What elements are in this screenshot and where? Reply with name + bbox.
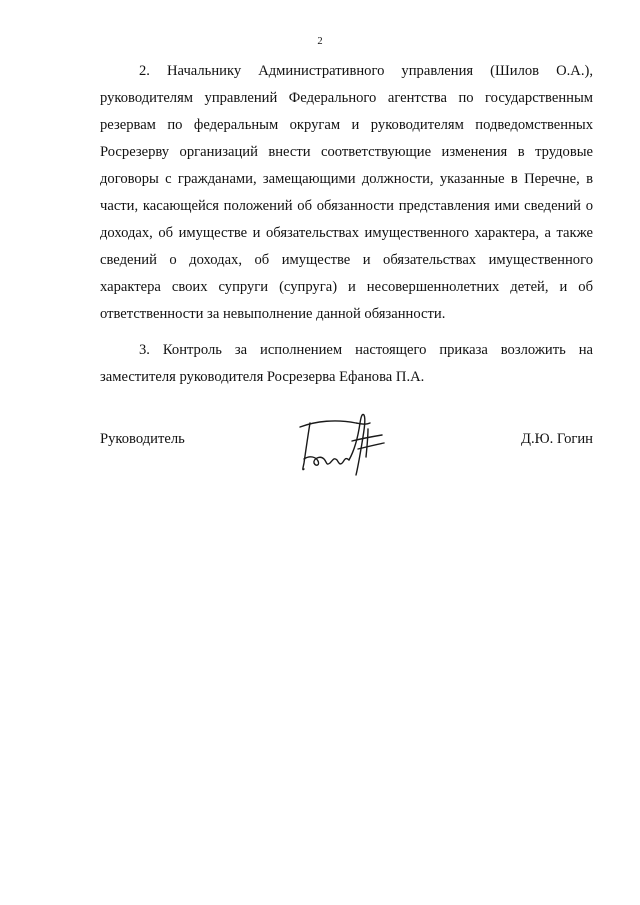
document-body — [100, 58, 593, 391]
paragraph-2: 2. Начальнику Административного управления (Шилов О.А.), руководителям управлений Федерального агентства по государственным резервам по федеральным округам и руководителям подведомственных Росрезерву организаций внести соответствующие изменения в трудовые договоры с гражданами, замещающими должности, указанные в Перечне, в части, касающейся положений об обязанности представления ими сведений о доходах, об имуществе и обязательствах имущественного характера, а также сведений о доходах, об имуществе и обязательствах имущественного характера своих супруги (супруга) и несовершеннолетних детей, и об ответственности за невыполнение данной обязанности. — [100, 63, 593, 322]
paragraph-3: 3. Контроль за исполнением настоящего приказа возложить на заместителя руководителя Росрезерва Ефанова П.А. — [100, 342, 593, 385]
page-number: 2 — [317, 36, 323, 47]
signature-block — [100, 405, 593, 485]
handwritten-signature — [296, 411, 388, 477]
signer-role: Руководитель — [100, 431, 185, 447]
signer-name: Д.Ю. Гогин — [521, 431, 593, 447]
